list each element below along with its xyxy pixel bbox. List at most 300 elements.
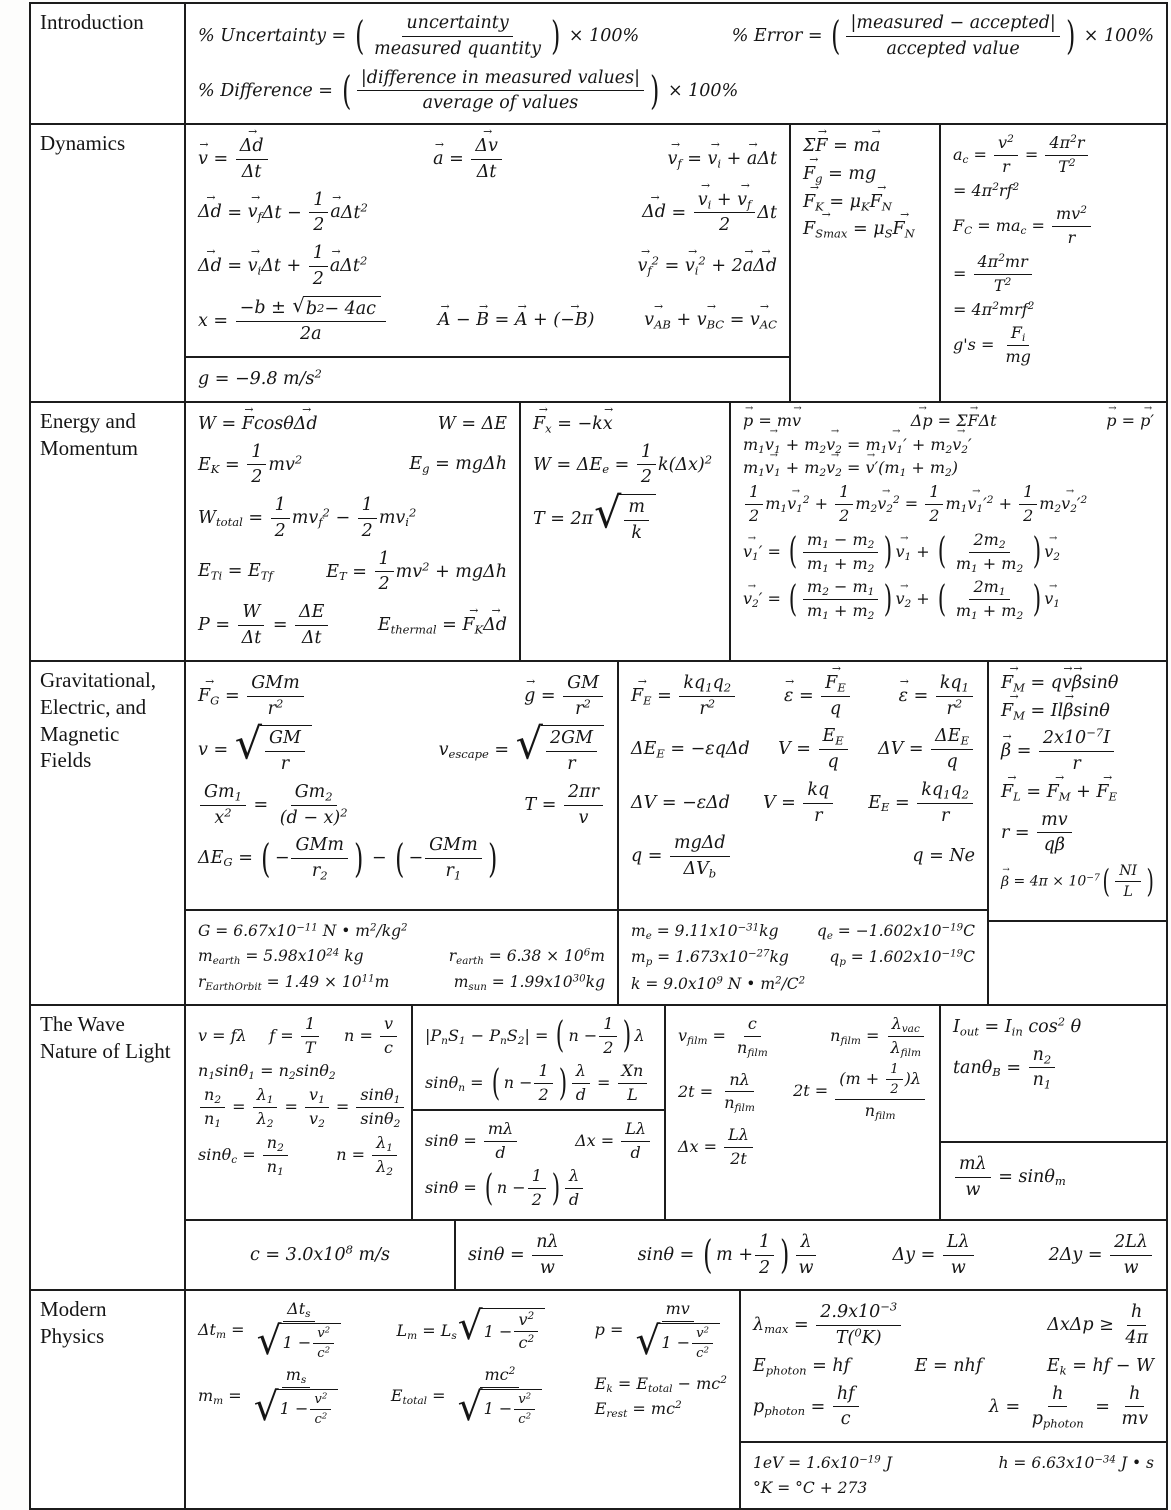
formula-line bbox=[533, 488, 717, 545]
formula bbox=[803, 218, 915, 241]
formula-line bbox=[198, 67, 1154, 116]
formula-text: p → = mv → bbox=[743, 411, 801, 432]
formula bbox=[438, 719, 605, 776]
formula-line bbox=[953, 1044, 1154, 1093]
formula-line bbox=[425, 1061, 652, 1106]
formula bbox=[638, 255, 778, 278]
formula-text: $m_p = 1.673x10^{-27}kg$ bbox=[631, 948, 789, 969]
section-label-introduction: Introduction bbox=[31, 4, 186, 123]
formula-text: $\frac{Gm_1}{x^2}$ = $\frac{Gm_2}{(d - x)^2}$ bbox=[198, 781, 354, 830]
formula-line bbox=[198, 946, 605, 967]
formula-line bbox=[198, 1244, 442, 1267]
formula-text: $m_{sun} = 1.99x10^{30}kg$ bbox=[453, 973, 605, 994]
formula-text: v = fλ bbox=[198, 1025, 247, 1045]
section-label-fields: Gravitational, Electric, and Magnetic Fields bbox=[31, 662, 186, 1004]
formula-line bbox=[1001, 700, 1154, 723]
formula-text: p → = p′ → bbox=[1106, 411, 1154, 432]
waves-bottom-strip bbox=[186, 1219, 1166, 1290]
waves-refraction-column bbox=[186, 1006, 413, 1219]
modern-columns bbox=[186, 1291, 1166, 1508]
formula-text: T = 2π √ $\frac{m}{k}$ bbox=[533, 494, 657, 545]
formula-text: Δtm = Δts √ 1 − v2 c2 bbox=[198, 1299, 348, 1362]
formula bbox=[678, 1125, 755, 1170]
formula-text: a → = $\frac{\Delta v \to}{\Delta t}$ bbox=[433, 135, 504, 184]
section-label-energy: Energy and Momentum bbox=[31, 403, 186, 660]
fields-gravitation-column bbox=[186, 662, 619, 1004]
cell-refraction bbox=[186, 1006, 411, 1219]
formula-line bbox=[753, 1453, 1154, 1473]
formula-line bbox=[631, 947, 975, 968]
formula-line bbox=[753, 1383, 1154, 1432]
formula bbox=[198, 293, 388, 347]
formula-line bbox=[198, 548, 507, 597]
formula bbox=[953, 1153, 1066, 1202]
formula-text: $v_1$ →′ = ( $\frac{m_1 - m_2}{m_1 + m_2}$ ) $v_1$ → + ( $\frac{2m_2}{m_1 + m_2}$ ) $v_2$ → bbox=[743, 530, 1060, 575]
formula bbox=[1001, 862, 1154, 901]
formula bbox=[433, 135, 504, 184]
formula-text: 2Δy = 2Lλ w bbox=[1049, 1231, 1154, 1280]
formula bbox=[878, 725, 975, 774]
formula-line bbox=[198, 972, 605, 993]
formula bbox=[732, 12, 1154, 61]
formula-text: T = $\frac{2\pi r}{v}$ bbox=[525, 781, 605, 830]
formula bbox=[396, 1303, 547, 1355]
formula bbox=[953, 252, 1034, 297]
formula bbox=[631, 672, 737, 721]
formula bbox=[594, 1299, 727, 1365]
cell-diffraction-grating bbox=[413, 1109, 664, 1219]
cell-magnetic bbox=[989, 662, 1166, 920]
formula-text: A → − B → = A → + (−B →) bbox=[438, 309, 595, 332]
formula-line bbox=[198, 242, 777, 291]
formula-text: $v_{AB}$ → + $v_{BC}$ → = $v_{AC}$ → bbox=[644, 309, 777, 332]
waves-interference-column bbox=[413, 1006, 666, 1219]
formula-line bbox=[468, 1231, 1154, 1280]
formula-line bbox=[743, 530, 1154, 575]
formula-line bbox=[198, 368, 777, 391]
modern-relativity-column bbox=[186, 1291, 741, 1508]
waves-content bbox=[186, 1006, 1166, 1290]
formula bbox=[1001, 700, 1110, 723]
formula-text: $E_g = mg\Delta h$ bbox=[409, 454, 507, 476]
dynamics-columns bbox=[186, 125, 1166, 401]
energy-columns bbox=[186, 403, 1166, 660]
formula bbox=[198, 672, 306, 721]
formula bbox=[198, 560, 273, 583]
section-waves bbox=[31, 1004, 1166, 1290]
formula bbox=[198, 921, 408, 941]
formula-text: $\Delta E_E = -\varepsilon q\Delta d$ bbox=[631, 739, 750, 761]
formula-text: sinθ = ( m + 1 2 ) λ w bbox=[638, 1231, 820, 1280]
formula bbox=[533, 441, 712, 490]
formula bbox=[631, 947, 789, 968]
formula bbox=[778, 725, 850, 774]
formula-text: ΔV = $\frac{\Delta E_E}{q}$ bbox=[878, 725, 975, 774]
formula bbox=[198, 242, 367, 291]
section-introduction bbox=[31, 4, 1166, 123]
formula-text: λ = h pphoton = h mv bbox=[988, 1383, 1148, 1431]
formula bbox=[425, 1014, 645, 1059]
energy-springs-column bbox=[521, 403, 731, 660]
formula-text: h = 6.63x10−34 J • s bbox=[998, 1454, 1154, 1473]
formula bbox=[198, 67, 738, 116]
formula-text: % Uncertainty = ( $\frac{\text{uncertainty}}{\text{measured quantity}}$ ) × 100% bbox=[198, 13, 640, 60]
formula-line bbox=[631, 725, 975, 774]
formula bbox=[1001, 781, 1117, 804]
formula bbox=[425, 1061, 649, 1106]
formula bbox=[989, 1383, 1154, 1432]
formula-text: V = $\frac{E_E}{q}$ bbox=[778, 725, 850, 774]
formula-text: v → = $\frac{\Delta d \to}{\Delta t}$ bbox=[198, 135, 270, 184]
formula-text: tanθB = n2 n1 bbox=[953, 1044, 1057, 1093]
formula bbox=[438, 309, 595, 332]
formula-text: $a_c$ = $\frac{v^2}{r}$ = $\frac{4\pi^2r}{T^2}$ bbox=[953, 133, 1090, 178]
formula bbox=[793, 1061, 927, 1122]
dynamics-circular-column bbox=[941, 125, 1166, 401]
formula-text: $k = 9.0x10^9$ N • $m^2/C^2$ bbox=[631, 974, 806, 993]
formula-text: $v_{escape}$ = √ $\frac{2GM}{r}$ bbox=[439, 725, 605, 776]
formula bbox=[336, 1133, 399, 1178]
formula-line bbox=[198, 135, 777, 184]
formula bbox=[631, 974, 805, 994]
formula bbox=[575, 1119, 652, 1164]
formula-text: $F_G$ → = $\frac{\text{GMm}}{r^2}$ bbox=[198, 672, 306, 721]
formula-line bbox=[953, 300, 1154, 321]
formula-line bbox=[678, 1014, 927, 1059]
formula-text: = $4\pi^2rf^2$ bbox=[953, 180, 1020, 200]
formula-text: v = √ $\frac{GM}{r}$ bbox=[198, 725, 313, 776]
formula-line bbox=[533, 441, 717, 490]
formula-line bbox=[631, 974, 975, 994]
cell-single-slit-resolution bbox=[941, 1141, 1166, 1219]
cell-electric-constants bbox=[619, 909, 987, 1004]
formula bbox=[953, 181, 1019, 202]
formula-text: β → = $4\pi \times 10^{-7}$ ( $\frac{NI}{L}$ ) bbox=[1001, 862, 1156, 901]
formula-text: $E_{Ti} = E_{Tf}$ bbox=[198, 561, 273, 583]
formula-text: ε → = $\frac{F_E \to}{q}$ bbox=[784, 672, 852, 721]
formula bbox=[198, 972, 389, 993]
formula-line bbox=[631, 779, 975, 828]
formula-line bbox=[631, 921, 975, 942]
formula-line bbox=[1001, 809, 1154, 858]
formula-text: $F_{Smax}$ → = $\mu_SF_N$ → bbox=[803, 218, 915, 241]
formula-text: $q_p = 1.602x10^{-19}C$ bbox=[829, 948, 975, 969]
formula bbox=[198, 1299, 348, 1365]
formula bbox=[595, 1374, 727, 1421]
formula-line bbox=[1001, 781, 1154, 804]
formula-text: 1eV = 1.6x10−19 J bbox=[753, 1454, 892, 1473]
formula-text: sinθ$_c$ = $\frac{n_2}{n_1}$ bbox=[198, 1133, 290, 1178]
formula-text: Etotal = mc2 √ 1 − v2 c2 bbox=[391, 1365, 549, 1428]
formula bbox=[1047, 1355, 1154, 1378]
fields-magnetic-column bbox=[989, 662, 1166, 1004]
formula-text: $v_{film}$ = $\frac{c}{n_{film}}$ bbox=[678, 1013, 768, 1059]
formula-text: Δp → = ΣF →Δt bbox=[911, 411, 997, 432]
formula-text: W = F →cosθΔd → bbox=[198, 413, 318, 436]
section-fields bbox=[31, 660, 1166, 1004]
formula-text: Δx = Lλ 2t bbox=[678, 1125, 755, 1170]
formula bbox=[631, 832, 732, 881]
formula bbox=[409, 453, 507, 476]
formula-text: $F_L$ → = $F_M$ → + $F_E$ → bbox=[1001, 781, 1117, 804]
formula-line bbox=[1001, 862, 1154, 901]
formula-text: n = $\frac{\lambda_1}{\lambda_2}$ bbox=[336, 1133, 399, 1178]
formula bbox=[999, 1453, 1154, 1473]
formula-line bbox=[743, 482, 1154, 527]
formula-text: $F_x$ → = −kx → bbox=[533, 413, 613, 436]
formula-text: W = ΔE bbox=[437, 413, 507, 434]
formula bbox=[344, 1014, 399, 1059]
formula-text: 2t = (m + 1 2 )λ nfilm bbox=[793, 1061, 927, 1122]
formula bbox=[1049, 1231, 1154, 1280]
formula bbox=[743, 482, 1087, 527]
formula-text: $\Delta E_G$ = ( − $\frac{\text{GMm}}{r_2}$ ) − ( − $\frac{\text{GMm}}{r_1}$ ) bbox=[198, 835, 497, 883]
formula bbox=[198, 1026, 247, 1047]
formula-line bbox=[198, 1085, 399, 1130]
formula-line bbox=[425, 1166, 652, 1211]
formula-line bbox=[1001, 727, 1154, 776]
formula bbox=[829, 947, 975, 968]
cell-momentum bbox=[731, 403, 1166, 660]
formula bbox=[326, 548, 507, 597]
cell-quantum bbox=[741, 1291, 1166, 1441]
formula-text: $\frac{n_2}{n_1}$ = $\frac{\lambda_1}{\lambda_2}$ = $\frac{v_1}{v_2}$ = $\frac{\sin\theta_1}{\sin\theta_2}$ bbox=[198, 1085, 406, 1130]
formula-text: = $\frac{4\pi^2mr}{T^2}$ bbox=[953, 252, 1034, 297]
formula-line bbox=[753, 1355, 1154, 1378]
formula-line bbox=[198, 1014, 399, 1059]
formula-text: $F_M$ → = qv →β →sinθ bbox=[1001, 672, 1118, 695]
cell-springs bbox=[521, 403, 729, 660]
formula bbox=[915, 1355, 983, 1378]
waves-polarization-column bbox=[941, 1006, 1166, 1219]
formula-line bbox=[198, 293, 777, 347]
cell-kinematics bbox=[186, 125, 789, 356]
formula-text: $F_E$ → = $\frac{kq_1q_2}{r^2}$ bbox=[631, 672, 737, 721]
formula-text: $|P_nS_1 - P_nS_2|$ = ( n − $\frac{1}{2}$ ) λ bbox=[425, 1013, 645, 1057]
formula-text: $F_K$ → = $\mu_KF_N$ → bbox=[803, 191, 892, 214]
formula bbox=[198, 601, 330, 650]
formula bbox=[953, 1044, 1057, 1093]
formula bbox=[425, 1166, 585, 1211]
formula-line bbox=[743, 577, 1154, 622]
formula bbox=[631, 738, 750, 761]
section-label-waves: The Wave Nature of Light bbox=[31, 1006, 186, 1290]
formula-text: Δd → = $\frac{v_i \to + v_f \to}{2}$ Δt bbox=[642, 189, 777, 238]
formula-text: $v_f$ → = $v_i$ → + a →Δt bbox=[668, 148, 777, 171]
formula bbox=[198, 946, 364, 967]
formula-text: λmax = 2.9x10−3 T(0K) bbox=[753, 1301, 903, 1350]
formula-text: Ek = hf − W bbox=[1046, 1355, 1154, 1378]
formula-text: Δx = $\frac{L\lambda}{d}$ bbox=[575, 1119, 652, 1164]
formula-line bbox=[743, 411, 1154, 432]
formula-text: n = $\frac{v}{c}$ bbox=[344, 1014, 399, 1059]
formula bbox=[250, 1244, 390, 1267]
formula bbox=[763, 779, 835, 828]
formula-line bbox=[953, 323, 1154, 368]
formula bbox=[817, 921, 975, 942]
formula-text: $E_T$ = $\frac{1}{2}$ $mv^2 + mg\Delta h$ bbox=[326, 548, 507, 595]
formula-text: ε → = $\frac{kq_1}{r^2}$ bbox=[899, 672, 975, 721]
formula-line bbox=[803, 218, 927, 241]
formula-text: % Error = ( $\frac{\text{|measured − accepted|}}{\text{accepted value}}$ ) × 100% bbox=[731, 13, 1154, 60]
formula-line bbox=[743, 435, 1154, 456]
formula-line bbox=[198, 781, 605, 830]
formula bbox=[454, 972, 605, 993]
cell-electric bbox=[619, 662, 987, 909]
cell-introduction-formulas bbox=[186, 4, 1166, 123]
formula-line bbox=[953, 1016, 1154, 1039]
formula-line bbox=[953, 252, 1154, 297]
formula-line bbox=[198, 12, 1154, 61]
formula-text: β → = $\frac{2x10^{-7}I}{r}$ bbox=[1001, 727, 1116, 776]
formula-text: pphoton = hf c bbox=[753, 1383, 861, 1432]
formula bbox=[899, 672, 975, 721]
formula-text: x = −b ± √ b 2 − 4ac 2a bbox=[198, 296, 388, 347]
formula bbox=[631, 921, 779, 942]
formula bbox=[533, 413, 613, 436]
formula-text: mλ w = sinθm bbox=[953, 1153, 1066, 1202]
fields-columns bbox=[186, 662, 1166, 1004]
formula bbox=[953, 1016, 1081, 1039]
formula bbox=[198, 1085, 399, 1130]
formula bbox=[743, 458, 958, 479]
cell-forces bbox=[791, 125, 939, 401]
formula-line bbox=[743, 458, 1154, 479]
formula-text: $F_M$ → = Ilβ →sinθ bbox=[1001, 700, 1110, 723]
formula-text: $r_{earth} = 6.38 \times 10^6m$ bbox=[448, 947, 605, 968]
formula-text: Ephoton = hf bbox=[753, 1355, 851, 1378]
formula-text: $W = \Delta E_e$ = $\frac{1}{2}$ $k(\Delta x)^2$ bbox=[533, 441, 713, 488]
formula-line bbox=[198, 1299, 727, 1365]
cell-double-slit bbox=[413, 1006, 664, 1109]
formula-text: P = $\frac{W}{\Delta t}$ = $\frac{\Delta E}{\Delta t}$ bbox=[198, 601, 330, 650]
formula bbox=[198, 781, 354, 830]
formula-line bbox=[953, 181, 1154, 202]
section-dynamics bbox=[31, 123, 1166, 401]
formula bbox=[743, 530, 1060, 575]
formula-text: r = $\frac{mv}{q\beta}$ bbox=[1001, 809, 1074, 858]
formula-text: q = Ne bbox=[912, 846, 975, 867]
formula-text: $m_{earth} = 5.98x10^{24}$ kg bbox=[198, 947, 364, 968]
formula bbox=[784, 672, 852, 721]
formula-text: g = −9.8 $m/s^2$ bbox=[198, 366, 322, 389]
cell-single-slit bbox=[456, 1221, 1166, 1290]
cell-gravity-value bbox=[186, 356, 789, 401]
formula-text: $n_1\sin\theta_1 = n_2\sin\theta_2$ bbox=[198, 1061, 336, 1083]
cell-polarization bbox=[941, 1006, 1166, 1141]
formula bbox=[269, 1014, 321, 1059]
formula bbox=[638, 1231, 820, 1280]
formula-text: V = $\frac{kq}{r}$ bbox=[763, 779, 835, 828]
modern-quantum-column bbox=[741, 1291, 1166, 1508]
formula-text: $m_1v_1$ → + $m_2v_2$ → = $v \to'(m_1 + m_2)$ bbox=[743, 458, 958, 479]
formula bbox=[468, 1231, 565, 1280]
formula-text: Iout = Iin cos2 θ bbox=[953, 1014, 1082, 1039]
formula bbox=[631, 792, 730, 815]
formula bbox=[378, 614, 507, 637]
formula bbox=[743, 577, 1060, 622]
formula-text: g's = $\frac{F_i}{mg}$ bbox=[953, 323, 1031, 367]
formula-text: mm = ms √ 1 − v2 c2 bbox=[198, 1365, 345, 1428]
formula-text: 2t = $\frac{n\lambda}{n_{film}}$ bbox=[678, 1069, 755, 1115]
section-label-dynamics: Dynamics bbox=[31, 125, 186, 401]
formula-text: Erest = mc2 bbox=[594, 1399, 682, 1421]
formula bbox=[524, 672, 605, 721]
formula bbox=[678, 1070, 761, 1115]
formula bbox=[198, 1133, 290, 1178]
formula bbox=[753, 1478, 867, 1498]
formula-line bbox=[198, 413, 507, 436]
formula-line bbox=[953, 1153, 1154, 1202]
formula bbox=[198, 834, 500, 883]
formula bbox=[198, 135, 270, 184]
formula-text: $G = 6.67x10^{-11}$ N • $m^2/kg^2$ bbox=[198, 922, 408, 941]
formula-line bbox=[198, 601, 507, 650]
formula-text: $v_f \to^2 = v_i \to^2 + 2a \to\Delta d$ → bbox=[638, 255, 778, 278]
formula-line bbox=[753, 1301, 1154, 1350]
formula bbox=[644, 309, 777, 332]
formula-text: $E_K$ = $\frac{1}{2}$ $mv^2$ bbox=[198, 441, 303, 488]
formula-text: $E_{thermal} = F_K \to\Delta d$ → bbox=[378, 614, 507, 637]
formula-text: $m_e = 9.11x10^{-31}kg$ bbox=[631, 922, 779, 943]
formula-line bbox=[425, 1119, 652, 1164]
formula bbox=[533, 488, 657, 545]
formula bbox=[753, 1453, 892, 1473]
formula bbox=[198, 368, 322, 391]
formula-line bbox=[631, 832, 975, 881]
cell-gravity-constants bbox=[186, 909, 617, 1004]
formula-text: % Difference = ( $\frac{\text{|difference in measured values|}}{\text{average of values}}$ ) × 100% bbox=[198, 67, 739, 114]
formula bbox=[953, 133, 1090, 178]
formula bbox=[198, 12, 639, 61]
waves-columns bbox=[186, 1006, 1166, 1219]
formula-line bbox=[198, 921, 605, 941]
formula bbox=[1001, 727, 1116, 776]
formula bbox=[425, 1119, 519, 1164]
fields-electric-column bbox=[619, 662, 989, 1004]
formula bbox=[753, 1383, 861, 1432]
formula-text: ΔxΔp ≥ h 4π bbox=[1047, 1302, 1148, 1349]
waves-thin-film-column bbox=[666, 1006, 941, 1219]
formula bbox=[893, 1231, 976, 1280]
cell-gravitation bbox=[186, 662, 617, 909]
formula bbox=[642, 189, 777, 238]
formula bbox=[1106, 411, 1154, 432]
formula-line bbox=[198, 834, 605, 883]
formula bbox=[753, 1301, 903, 1350]
formula-line bbox=[953, 204, 1154, 249]
formula-text: c = 3.0x108 m/s bbox=[250, 1242, 390, 1265]
cell-circular-motion bbox=[941, 125, 1166, 401]
formula-line bbox=[631, 672, 975, 721]
formula-line bbox=[953, 133, 1154, 178]
formula-line bbox=[198, 719, 605, 776]
formula-text: $m_1v_1$ → + $m_2v_2$ → = $m_1v_1$ →′ + $m_2v_2$ →′ bbox=[743, 435, 972, 456]
cell-magnetic-empty bbox=[989, 920, 1166, 1004]
formula bbox=[830, 1014, 927, 1059]
dynamics-kinematics-column bbox=[186, 125, 791, 401]
formula-text: sinθ = nλ w bbox=[468, 1231, 565, 1280]
formula-line bbox=[425, 1014, 652, 1059]
formula bbox=[868, 779, 975, 828]
formula-text: Δd → = $v_f \to\Delta t$ − $\frac{1}{2}$ $a \to\Delta t^2$ bbox=[198, 189, 368, 238]
formula-sheet bbox=[29, 2, 1168, 1510]
formula-line bbox=[198, 189, 777, 238]
formula bbox=[198, 719, 313, 776]
formula bbox=[198, 1365, 345, 1431]
formula-line bbox=[198, 441, 507, 490]
energy-momentum-column bbox=[731, 403, 1166, 660]
